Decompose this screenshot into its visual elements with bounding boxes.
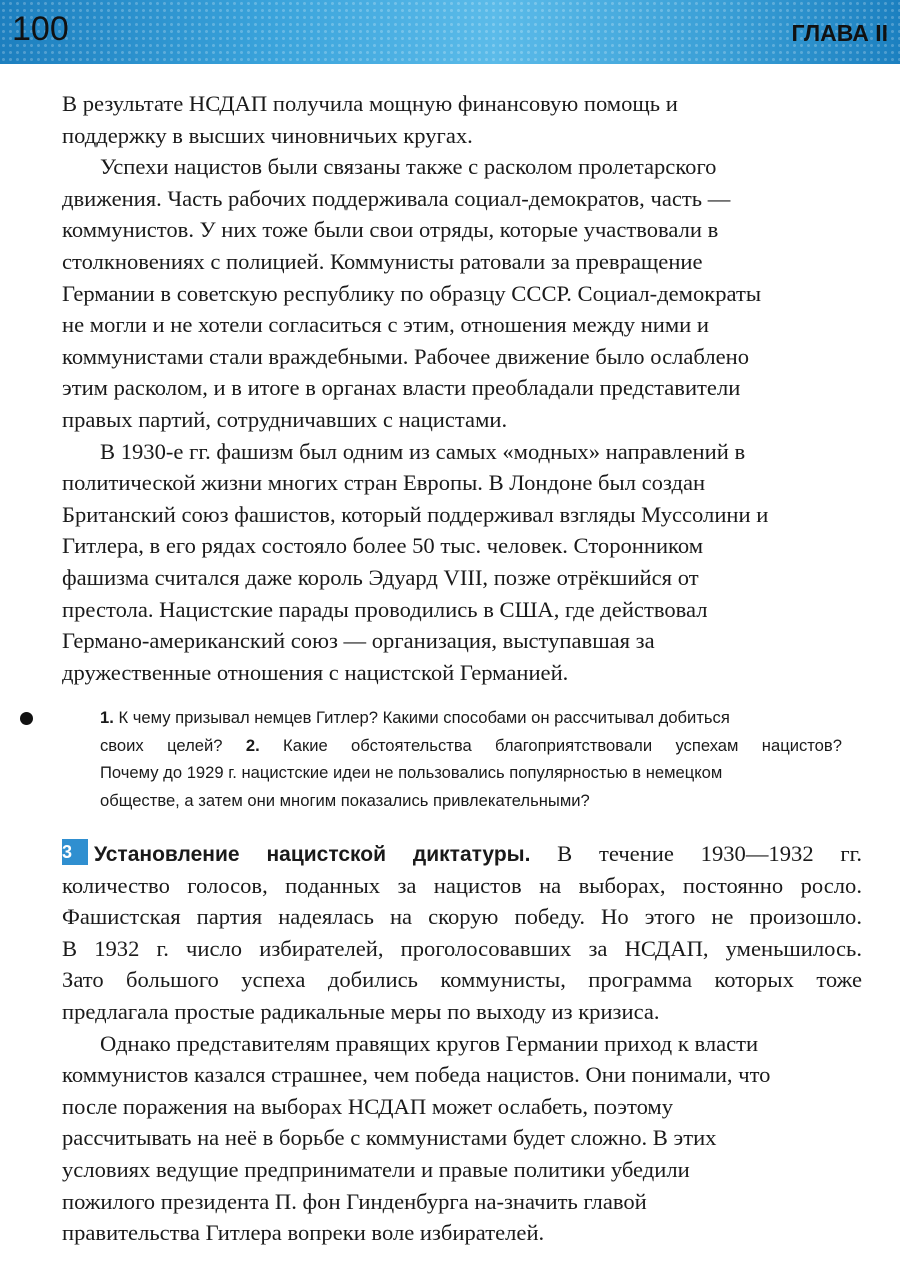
text-line: движения. Часть рабочих поддерживала социал-демократов, часть — <box>62 185 731 211</box>
text-line: дружественные отношения с нацистской Германией. <box>62 659 569 685</box>
text-line: Германии в советскую республику по образцу СССР. Социал-демократы <box>62 280 762 306</box>
text-line: поддержку в высших чиновничьих кругах. <box>62 122 473 148</box>
question-line: Почему до 1929 г. нацистские идеи не пользовались популярностью в немецком <box>100 763 723 782</box>
text-line: коммунистов. У них тоже были свои отряды, которые участвовали в <box>62 217 719 243</box>
text-line: коммунистов казался страшнее, чем победа нацистов. Они понимали, что <box>62 1062 771 1088</box>
text-line: Однако представителям правящих кругов Германии приход к власти <box>100 1030 759 1056</box>
question-number: 1. <box>100 708 114 727</box>
section-number-badge: 3 <box>62 839 88 865</box>
text-line: Успехи нацистов были связаны также с расколом пролетарского <box>100 154 717 180</box>
text-line: Британский союз фашистов, который поддерживал взгляды Муссолини и <box>62 501 769 527</box>
text-line: Гитлера, в его рядах состояло более 50 тыс. человек. Сторонником <box>62 533 704 559</box>
question-text: К чему призывал немцев Гитлер? Какими способами он рассчитывал добиться <box>118 708 730 727</box>
text-line: не могли и не хотели согласиться с этим, отношения между ними и <box>62 312 709 338</box>
text-line: В результате НСДАП получила мощную финансовую помощь и <box>62 91 678 116</box>
text-line: престола. Нацистские парады проводились в США, где действовал <box>62 596 708 622</box>
section-title: Установление нацистской диктатуры. <box>94 843 531 866</box>
section-3 <box>62 838 862 1249</box>
page-header <box>0 0 900 64</box>
text-line: правых партий, сотрудничавших с нацистами. <box>62 406 508 432</box>
chapter-title: ГЛАВА II <box>791 20 888 46</box>
text-line: фашизма считался даже король Эдуард VIII, позже отрёкшийся от <box>62 564 699 590</box>
question-line: обществе, а затем они многим показались привлекательными? <box>100 790 590 810</box>
text-line: столкновениях с полицией. Коммунисты ратовали за превращение <box>62 248 703 274</box>
text-line: предлагала простые радикальные меры по выходу из кризиса. <box>62 998 660 1024</box>
text-line: пожилого президента П. фон Гинденбурга на-значить главой <box>62 1188 647 1214</box>
question-text: Какие обстоятельства благоприятствовали успехам нацистов? <box>283 735 842 755</box>
text-line: В 1930-е гг. фашизм был одним из самых «модных» направлений в <box>100 438 746 464</box>
body-text <box>62 88 862 688</box>
text-line: политической жизни многих стран Европы. В Лондоне был создан <box>62 470 706 496</box>
text-line: коммунистами стали враждебными. Рабочее движение было ослаблено <box>62 343 750 369</box>
text-line: этим расколом, и в итоге в органах власти преобладали представители <box>62 375 741 401</box>
review-questions <box>62 704 842 814</box>
text-line: Фашистская партия надеялась на скорую победу. Но этого не произошло. <box>62 904 862 930</box>
text-line: Германо-американский союз — организация, выступавшая за <box>62 628 655 654</box>
text-line: после поражения на выборах НСДАП может ослабеть, поэтому <box>62 1093 674 1119</box>
text-line: В 1932 г. число избирателей, проголосовавших за НСДАП, уменьшилось. <box>62 935 862 961</box>
question-text: своих целей? <box>100 735 223 755</box>
question-line <box>62 704 842 732</box>
page-number: 100 <box>12 10 69 48</box>
question-line <box>62 732 842 760</box>
text-line: правительства Гитлера вопреки воле избирателей. <box>62 1220 545 1246</box>
text-line: условиях ведущие предприниматели и правые политики убедили <box>62 1156 690 1182</box>
text-line: количество голосов, поданных за нацистов на выборах, постоянно росло. <box>62 872 862 898</box>
text-fragment: В течение 1930—1932 гг. <box>557 841 862 866</box>
text-line: рассчитывать на неё в борьбе с коммунистами будет сложно. В этих <box>62 1125 717 1151</box>
section-heading-line <box>62 838 862 870</box>
text-line: Зато большого успеха добились коммунисты, программа которых тоже <box>62 967 862 993</box>
bullet-icon <box>20 712 33 725</box>
question-number: 2. <box>245 735 260 755</box>
